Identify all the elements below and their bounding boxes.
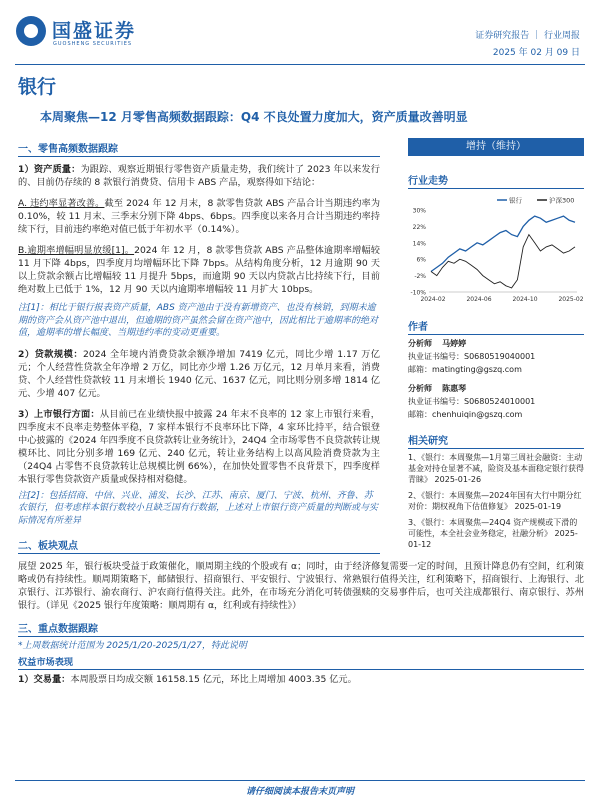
- related-title[interactable]: 3、《银行：本周聚焦—24Q4 资产规模或下滑的可能性，本全社会业务稳定，社融分析》: [408, 518, 578, 538]
- paragraph-text: 从目前已在业绩快报中披露 24 年末不良率的 12 家上市银行来看，四季度末不良率走势整体平稳，7 家样本银行不良率环比下降，4 家环比持平，结合银登中心披露的《2024 年四季度不良贷款转让业务统计》，24Q4 全市场零售不良贷款转让规模环比、同比分别多增 169 亿元、240 亿元，转让业务结构上以高风险消费贷款为主（24Q4 占零售不良贷款转让总规模比例 66%），在加快处置零售不良背景下，四季度样本银行零售贷款资产质量或保持相对稳健。: [18, 408, 380, 485]
- paragraph-lead: 1）交易量：: [18, 673, 71, 685]
- author-role: 分析师: [408, 384, 432, 393]
- sector-title: 银行: [18, 76, 57, 98]
- author-entry: [408, 383, 584, 394]
- paragraph-text: 2024 年 12 月，8 款零售贷款 ABS 产品整体逾期率增幅较 11 月下降 4bps，四季度月均增幅环比下降 7bps。从结构角度分析，12 月逾期 90 天以上贷款余额占比增幅较 11 月提升 5bps，而逾期 90 天以内贷款占比持续下行，目前绝对数上已低于 1%，12 月 90 天以内逾期率增幅较 11 月扩大 10bps。: [18, 245, 380, 295]
- logo-english: GUOSHENG SECURITIES: [53, 41, 133, 47]
- series-line-csi300: [431, 235, 575, 288]
- paragraph-text: 本周股票日均成交额 16158.15 亿元，环比上周增加 4003.35 亿元。: [70, 673, 357, 685]
- industry-trend-chart: [405, 192, 585, 310]
- author-name: 陈惠琴: [442, 384, 467, 393]
- paragraph-lead: 2）贷款规模：: [18, 348, 84, 360]
- related-item[interactable]: [408, 490, 584, 512]
- rating-badge: 增持（维持）: [408, 138, 584, 156]
- related-heading: 相关研究: [408, 432, 584, 449]
- legend-label: 银行: [509, 196, 522, 205]
- section-heading: 一、零售高频数据跟踪: [18, 140, 380, 157]
- paragraph-text: 截至 2024 年 12 月末，8 款零售贷款 ABS 产品合计当期违约率为 0.10%，较 11 月末、三季末分别下降 4bps、6bps。四季度以来各月合计当期违约率持续下行，目前违约率绝对值已低于年初水平（0.14%）。: [18, 198, 381, 235]
- paragraph: [18, 408, 380, 486]
- author-cert: 执业证书编号：S0680519040001: [408, 352, 536, 361]
- section-heading: 二、板块观点: [18, 537, 380, 554]
- y-tick-label: 14%: [412, 240, 426, 248]
- paragraph: [18, 348, 380, 400]
- legend-label: 沪深300: [549, 196, 575, 205]
- paragraph-lead: A. 违约率显著改善。: [18, 198, 105, 209]
- author-cert: 执业证书编号：S0680524010001: [408, 397, 536, 406]
- x-tick-label: 2024-02: [420, 296, 446, 303]
- logo: [16, 16, 166, 52]
- authors-list: [408, 338, 584, 420]
- x-tick-label: 2024-10: [512, 296, 538, 303]
- section-heading: 三、重点数据跟踪: [18, 620, 584, 637]
- footer-disclaimer: 请仔细阅读本报告末页声明: [245, 787, 354, 797]
- related-item[interactable]: [408, 517, 584, 550]
- related-title[interactable]: 1、《银行：本周聚焦—1月第三周社会融资：主动基金对持仓显著不减，险资及基本面稳定银行获得青睐》: [408, 453, 584, 484]
- related-list: [408, 452, 584, 550]
- paragraph: 展望 2025 年，银行板块受益于政策催化，顺周期主线的个股或有 α；同时，由于经济修复需要一定的时间，且预计降息仍有空间，红利策略或仍有持续性。顺周期策略下，邮储银行、招商银行、平安银行、宁波银行、常熟银行值得关注，红利策略下，招商银行、上海银行、北京银行、江苏银行、渝农商行、沪农商行值得关注。此外，在市场充分消化可转债强赎的交易事件后，也可关注成都银行、南京银行、苏州银行。（详见《2025 银行年度策略：顺周期有 α，红利或有持续性》）: [18, 561, 584, 611]
- subsection-heading: 权益市场表现: [18, 656, 584, 670]
- y-tick-label: -10%: [410, 289, 426, 297]
- related-item[interactable]: [408, 452, 584, 485]
- paragraph: [18, 673, 584, 686]
- related-date: 2025-01-19: [514, 502, 562, 511]
- authors-heading: 作者: [408, 318, 584, 335]
- y-tick-label: 30%: [412, 207, 426, 215]
- related-title[interactable]: 2、《银行：本周聚焦—2024年国有大行中期分红对价：期权视角下估值修复》: [408, 491, 582, 511]
- related-date: 2025-01-26: [434, 475, 482, 484]
- paragraph: [18, 197, 380, 236]
- paragraph-lead: B.逾期率增幅明显放缓[1]。: [18, 245, 135, 256]
- page-title: 本周聚焦—12 月零售高频数据跟踪：Q4 不良处置力度加大，资产质量改善明显: [40, 110, 468, 124]
- data-note: *上周数据统计范围为 2025/1/20-2025/1/27，特此说明: [18, 641, 247, 651]
- x-tick-label: 2024-06: [466, 296, 492, 303]
- footnote: 注[2]：包括招商、中信、兴业、浦发、长沙、江苏、南京、厦门、宁波、杭州、齐鲁、苏农银行，但考虑样本银行数较小且缺乏国有行数据，上述对上市银行资产质量的判断或与实际情况有所差异: [18, 490, 379, 526]
- report-date: 2025 年 02 月 09 日: [492, 48, 580, 58]
- footnote: 注[1]：相比于银行报表资产质量，ABS 资产池由于没有新增资产、也没有核销，到期未逾期的资产会从资产池中退出，但逾期的资产虽然会留在资产池中，因此相比于逾期率的绝对值，逾期率的增长幅度、当期违约率的变动更重要。: [18, 303, 379, 338]
- paragraph: [18, 244, 380, 296]
- paragraph: [18, 163, 380, 189]
- paragraph-lead: 3）上市银行方面：: [18, 408, 100, 420]
- author-name: 马婷婷: [442, 339, 467, 348]
- y-tick-label: 22%: [412, 223, 426, 231]
- paragraph-text: 2024 全年境内消费贷款余额净增加 7419 亿元，同比少增 1.17 万亿元；个人经营性贷款全年净增 2 万亿，同比亦少增 1.26 万亿元，12 月单月来看，消费贷、个人经营性贷款较 11 月末增长 1940 亿元、1637 亿元，同比则分别多增 1814 亿元、少增 407 亿元。: [18, 348, 380, 399]
- author-email[interactable]: 邮箱：chenhuiqin@gszq.com: [408, 410, 523, 419]
- x-tick-label: 2025-02: [558, 296, 584, 303]
- report-type: 证券研究报告 ｜ 行业周报: [475, 31, 580, 41]
- trend-heading: 行业走势: [408, 172, 584, 189]
- author-entry: [408, 338, 584, 349]
- y-tick-label: -2%: [414, 273, 426, 281]
- paragraph-text: 为跟踪、观察近期银行零售资产质量走势，我们统计了 2023 年以来发行的、目前仍存续的 8 款银行消费贷、信用卡 ABS 产品，观察得如下结论：: [18, 164, 380, 188]
- logo-text: 国盛证券: [52, 20, 137, 42]
- footer-divider: [15, 780, 585, 781]
- header-divider: [15, 64, 585, 65]
- paragraph-lead: 1）资产质量：: [18, 164, 81, 175]
- logo-mark-icon: [16, 16, 46, 46]
- author-role: 分析师: [408, 339, 432, 348]
- related-date: 2025-01-12: [408, 529, 578, 549]
- author-email[interactable]: 邮箱：matingting@gszq.com: [408, 365, 522, 374]
- y-tick-label: 6%: [416, 256, 426, 264]
